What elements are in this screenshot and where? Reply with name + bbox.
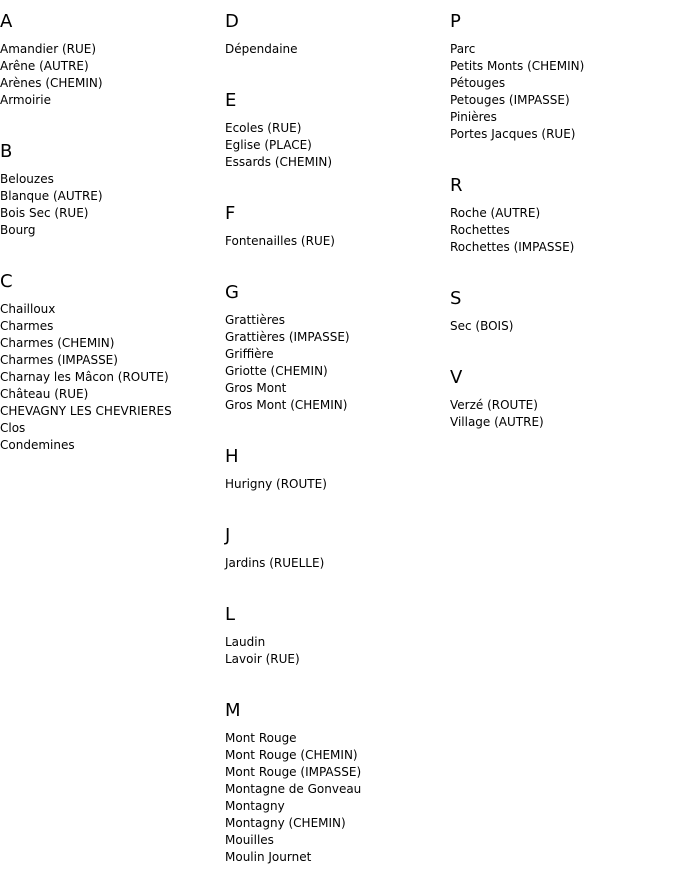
letter-group <box>450 0 675 143</box>
street-list <box>0 41 225 109</box>
letter-heading: M <box>225 700 241 721</box>
street-list <box>0 171 225 239</box>
street-link[interactable]: Laudin <box>225 635 266 649</box>
street-link[interactable]: Village (AUTRE) <box>450 415 544 429</box>
street-list <box>225 120 450 171</box>
street-list <box>225 730 450 866</box>
street-link[interactable]: Gros Mont (CHEMIN) <box>225 398 348 412</box>
street-link[interactable]: Mont Rouge <box>225 731 297 745</box>
letter-heading: H <box>225 446 239 467</box>
street-link[interactable]: Condemines <box>0 438 75 452</box>
index-column <box>225 0 450 887</box>
street-list <box>225 41 450 58</box>
street-link[interactable]: Charmes (IMPASSE) <box>0 353 118 367</box>
letter-group <box>225 79 450 171</box>
street-link[interactable]: Bois Sec (RUE) <box>0 206 89 220</box>
street-list <box>225 555 450 572</box>
street-link[interactable]: Lavoir (RUE) <box>225 652 300 666</box>
street-link[interactable]: Montagny <box>225 799 285 813</box>
street-link[interactable]: Pinières <box>450 110 497 124</box>
street-link[interactable]: Rochettes (IMPASSE) <box>450 240 575 254</box>
street-link[interactable]: Blanque (AUTRE) <box>0 189 103 203</box>
letter-group <box>225 514 450 572</box>
index-column <box>0 0 225 475</box>
letter-heading: C <box>0 271 13 292</box>
letter-group <box>225 192 450 250</box>
letter-heading: F <box>225 203 236 224</box>
letter-heading: P <box>450 11 461 32</box>
street-link[interactable]: Moulin Journet <box>225 850 312 864</box>
index-column <box>450 0 675 452</box>
street-link[interactable]: Griotte (CHEMIN) <box>225 364 328 378</box>
letter-heading: A <box>0 11 13 32</box>
street-link[interactable]: Chailloux <box>0 302 56 316</box>
street-link[interactable]: Dépendaine <box>225 42 298 56</box>
street-list <box>450 318 675 335</box>
street-link[interactable]: Fontenailles (RUE) <box>225 234 335 248</box>
street-link[interactable]: Charmes <box>0 319 54 333</box>
letter-heading: D <box>225 11 239 32</box>
letter-heading: V <box>450 367 463 388</box>
street-link[interactable]: Grattières <box>225 313 286 327</box>
street-link[interactable]: Griffière <box>225 347 274 361</box>
street-link[interactable]: Roche (AUTRE) <box>450 206 541 220</box>
street-link[interactable]: Sec (BOIS) <box>450 319 514 333</box>
street-link[interactable]: Montagny (CHEMIN) <box>225 816 346 830</box>
letter-heading: E <box>225 90 237 111</box>
street-link[interactable]: Amandier (RUE) <box>0 42 97 56</box>
street-link[interactable]: Clos <box>0 421 26 435</box>
street-link[interactable]: Arêne (AUTRE) <box>0 59 89 73</box>
street-link[interactable]: Pétouges <box>450 76 506 90</box>
street-link[interactable]: Charnay les Mâcon (ROUTE) <box>0 370 169 384</box>
letter-group <box>450 277 675 335</box>
street-list <box>450 397 675 431</box>
street-link[interactable]: CHEVAGNY LES CHEVRIERES <box>0 404 172 418</box>
street-link[interactable]: Parc <box>450 42 476 56</box>
street-list <box>225 634 450 668</box>
letter-group <box>225 271 450 414</box>
street-list <box>225 476 450 493</box>
letter-group <box>0 130 225 239</box>
street-link[interactable]: Jardins (RUELLE) <box>225 556 325 570</box>
street-link[interactable]: Portes Jacques (RUE) <box>450 127 576 141</box>
letter-heading: R <box>450 175 463 196</box>
letter-group <box>225 593 450 668</box>
letter-group <box>0 0 225 109</box>
street-list <box>450 41 675 143</box>
letter-group <box>225 0 450 58</box>
street-link[interactable]: Petouges (IMPASSE) <box>450 93 570 107</box>
letter-group <box>450 356 675 431</box>
street-link[interactable]: Charmes (CHEMIN) <box>0 336 115 350</box>
street-link[interactable]: Rochettes <box>450 223 510 237</box>
street-list <box>450 205 675 256</box>
street-list <box>225 233 450 250</box>
street-link[interactable]: Belouzes <box>0 172 54 186</box>
letter-heading: G <box>225 282 239 303</box>
letter-heading: J <box>225 525 231 546</box>
street-list <box>0 301 225 454</box>
street-link[interactable]: Bourg <box>0 223 36 237</box>
street-link[interactable]: Mont Rouge (CHEMIN) <box>225 748 358 762</box>
letter-heading: B <box>0 141 13 162</box>
street-link[interactable]: Hurigny (ROUTE) <box>225 477 327 491</box>
street-link[interactable]: Montagne de Gonveau <box>225 782 362 796</box>
street-link[interactable]: Château (RUE) <box>0 387 89 401</box>
letter-heading: S <box>450 288 462 309</box>
street-list <box>225 312 450 414</box>
street-link[interactable]: Arènes (CHEMIN) <box>0 76 103 90</box>
letter-group <box>225 435 450 493</box>
street-link[interactable]: Mont Rouge (IMPASSE) <box>225 765 362 779</box>
street-link[interactable]: Grattières (IMPASSE) <box>225 330 350 344</box>
street-link[interactable]: Mouilles <box>225 833 274 847</box>
street-link[interactable]: Eglise (PLACE) <box>225 138 312 152</box>
letter-group <box>450 164 675 256</box>
street-link[interactable]: Petits Monts (CHEMIN) <box>450 59 585 73</box>
letter-heading: L <box>225 604 236 625</box>
street-link[interactable]: Armoirie <box>0 93 51 107</box>
street-link[interactable]: Ecoles (RUE) <box>225 121 302 135</box>
street-link[interactable]: Verzé (ROUTE) <box>450 398 538 412</box>
letter-group <box>225 689 450 866</box>
street-link[interactable]: Gros Mont <box>225 381 287 395</box>
letter-group <box>0 260 225 454</box>
street-link[interactable]: Essards (CHEMIN) <box>225 155 333 169</box>
